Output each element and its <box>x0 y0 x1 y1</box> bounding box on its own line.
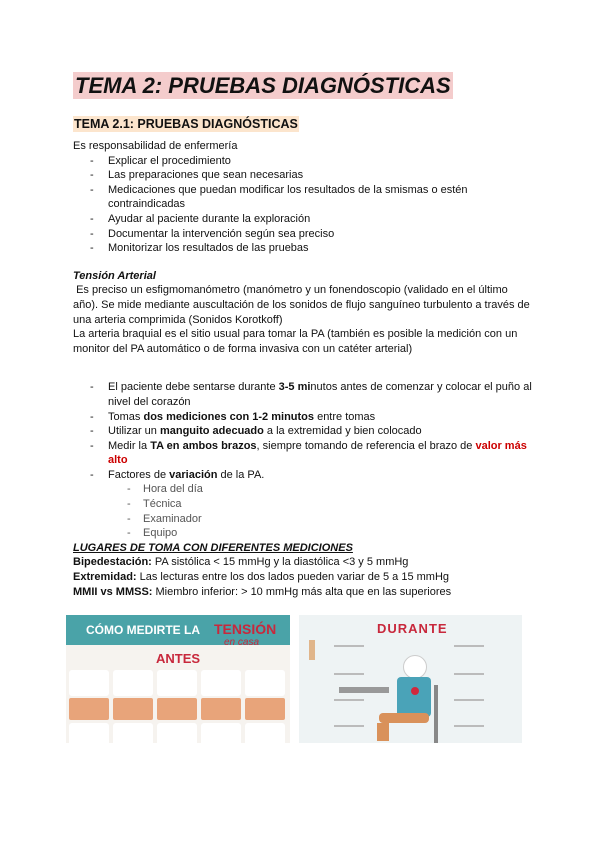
list-item: - Equipo <box>73 526 533 541</box>
document-body <box>73 139 533 599</box>
intro-text: Es responsabilidad de enfermería <box>73 140 238 152</box>
list-item: - Las preparaciones que sean necesarias <box>73 168 533 183</box>
infographic-antes: CÓMO MEDIRTE LA TENSIÓN en casa ANTES <box>66 615 290 743</box>
list-item: - Hora del día <box>73 482 533 497</box>
list-item: - Explicar el procedimiento <box>73 154 533 169</box>
list-item: - Factores de variación de la PA. <box>73 468 533 483</box>
list-item: - Monitorizar los resultados de las pruebas <box>73 241 533 256</box>
list-item: - Tomas dos mediciones con 1-2 minutos entre tomas <box>73 410 533 425</box>
tension-list <box>73 380 533 482</box>
page-title: TEMA 2: PRUEBAS DIAGNÓSTICAS <box>75 73 451 98</box>
list-item: - Utilizar un manguito adecuado a la extremidad y bien colocado <box>73 424 533 439</box>
infographic-durante: DURANTE <box>299 615 522 743</box>
section-title: TEMA 2.1: PRUEBAS DIAGNÓSTICAS <box>74 117 298 131</box>
list-item: - Medicaciones que puedan modificar los resultados de la smismas o estén contraindicadas <box>73 183 533 212</box>
factors-list <box>73 482 533 540</box>
tension-paragraph-1: Es preciso un esfigmomanómetro (manómetro y un fonendoscopio (validado en el último año). Se mide mediante auscultación de los sonidos de flujo sanguíneo turbulento a través de una arteria comprimida (Sonidos Korotkoff) <box>73 284 533 326</box>
list-item: - Ayudar al paciente durante la exploración <box>73 212 533 227</box>
list-item: - Examinador <box>73 512 533 527</box>
lugares-heading: LUGARES DE TOMA CON DIFERENTES MEDICIONES <box>73 541 353 554</box>
highlight-red: valor más alto <box>108 439 527 467</box>
lugares-row: Extremidad: Las lecturas entre los dos lados pueden variar de 5 a 15 mmHg <box>73 571 450 584</box>
tension-heading: Tensión Arterial <box>73 269 156 282</box>
list-item: - El paciente debe sentarse durante 3-5 minutos antes de comenzar y colocar el puño al nivel del corazón <box>73 380 533 409</box>
list-item: - Técnica <box>73 497 533 512</box>
responsibilities-list <box>73 154 533 256</box>
list-item: - Documentar la intervención según sea preciso <box>73 227 533 242</box>
lugares-row: Bipedestación: PA sistólica < 15 mmHg y la diastólica <3 y 5 mmHg <box>73 556 409 569</box>
tension-paragraph-2: La arteria braquial es el sitio usual para tomar la PA (también es posible la medición con un monitor del PA automático o de forma invasiva con un catéter arterial) <box>73 328 518 355</box>
lugares-row: MMII vs MMSS: Miembro inferior: > 10 mmHg más alta que en las superiores <box>73 585 452 598</box>
list-item: - Medir la TA en ambos brazos, siempre tomando de referencia el brazo de valor más alto <box>73 439 533 468</box>
